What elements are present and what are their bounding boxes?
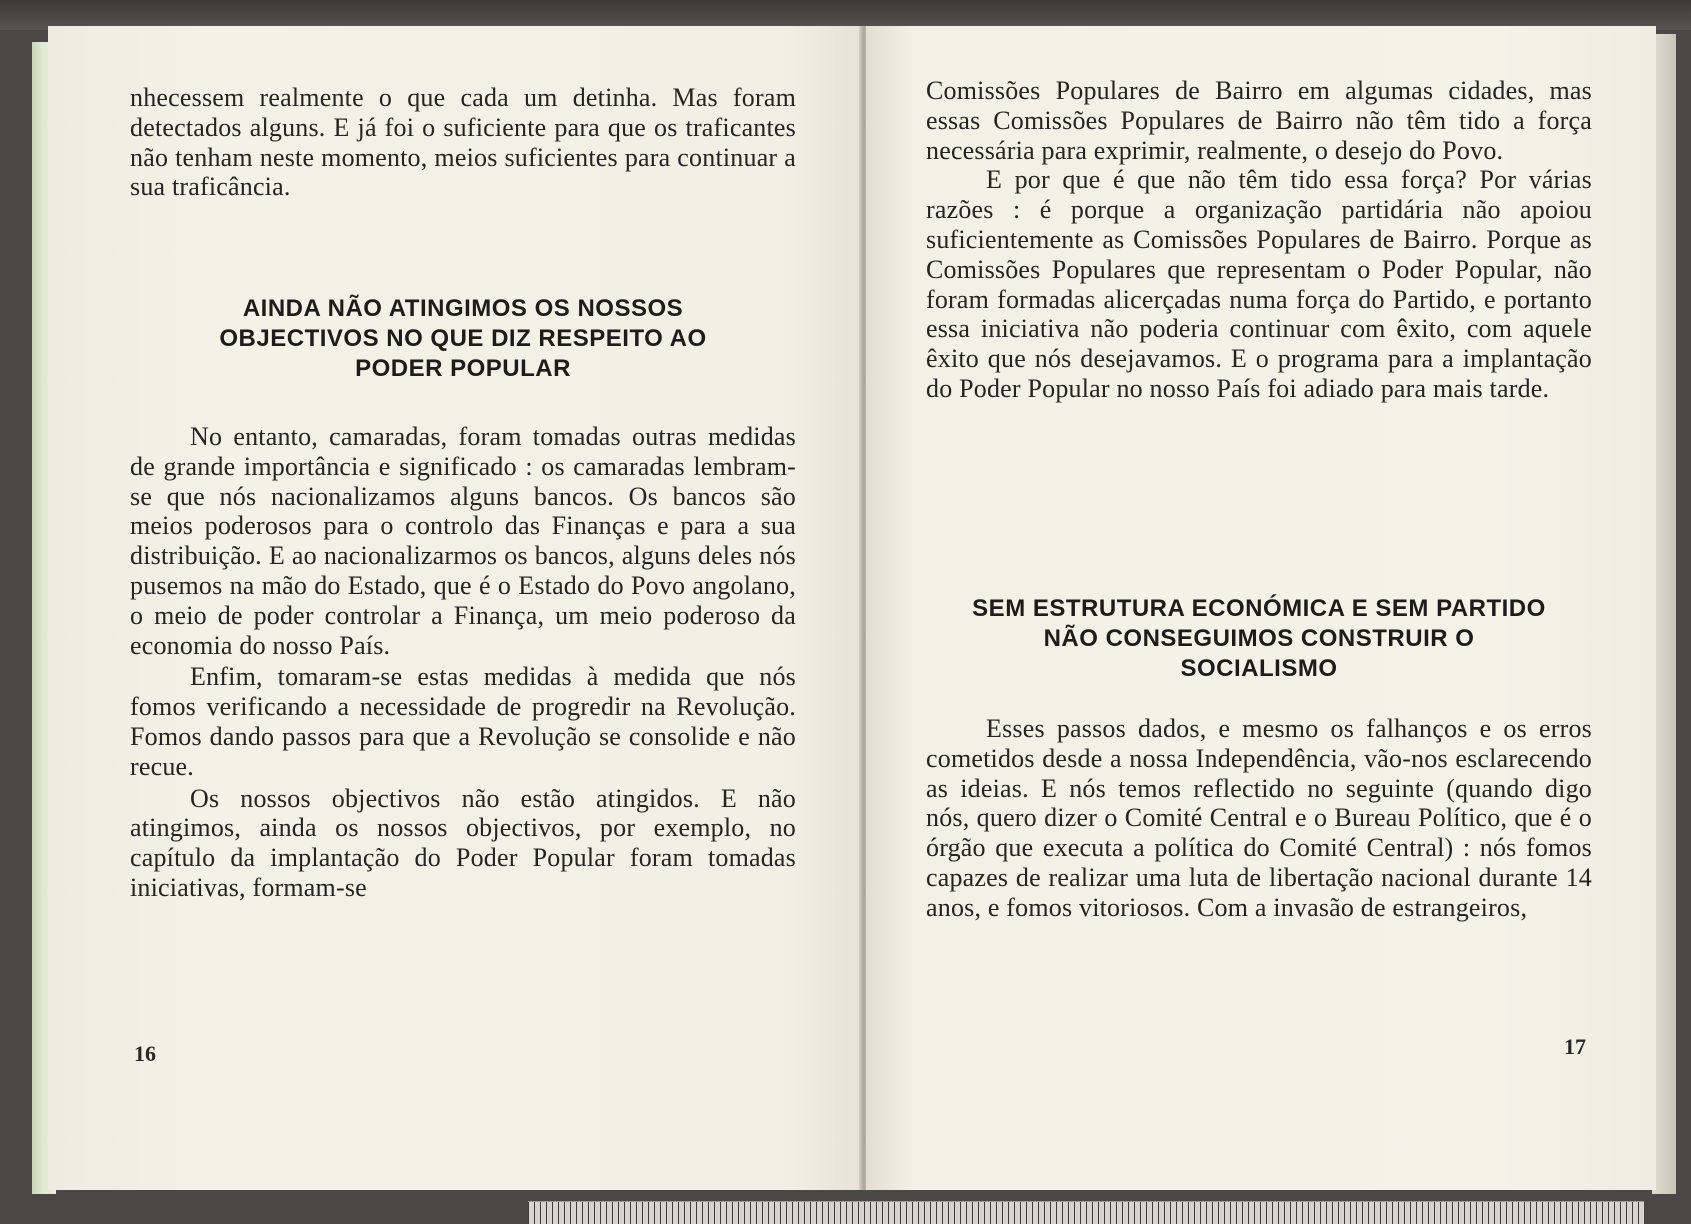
page-number-left: 16 <box>134 1041 156 1066</box>
right-paragraph-1: Comissões Populares de Bairro em algumas cidades, mas essas Comissões Populares de Bairro não têm tido a força necessária para exprimir, realmente, o desejo do Povo. <box>926 76 1592 165</box>
right-text-top <box>926 76 1592 404</box>
left-paragraph-3: Enfim, tomaram-se estas medidas à medida que nós fomos verificando a necessidade de progredir na Revolução. Fomos dando passos para que a Revolução se consolide e não recue. <box>130 662 796 781</box>
left-paragraph-4: Os nossos objectivos não estão atingidos. E não atingimos, ainda os nossos objectivos, por exemplo, no capítulo da implantação do Poder Popular foram tomadas iniciativas, formam-se <box>130 783 796 902</box>
left-section-heading <box>130 294 796 384</box>
left-page <box>48 26 864 1190</box>
page-number-right: 17 <box>1564 1034 1586 1059</box>
left-paragraph-1: nhecessem realmente o que cada um detinha. Mas foram detectados alguns. E já foi o suficiente para que os traficantes não tenham neste momento, meios suficientes para continuar a sua traficância. <box>130 83 796 202</box>
heading-line: SEM ESTRUTURA ECONÓMICA E SEM PARTIDO <box>972 595 1546 622</box>
heading-line: AINDA NÃO ATINGIMOS OS NOSSOS <box>242 295 684 322</box>
right-paragraph-2: E por que é que não têm tido essa força? Por várias razões : é porque a organização partidária não apoiou suficientemente as Comissões Populares de Bairro. Porque as Comissões Populares que representam o Poder Popular, não foram formadas alicerçadas numa força do Partido, e portanto essa iniciativa não poderia continuar com êxito, com aquele êxito que nós desejavamos. E o programa para a implantação do Poder Popular no nosso País foi adiado para mais tarde. <box>926 165 1592 403</box>
heading-line: OBJECTIVOS NO QUE DIZ RESPEITO AO <box>219 325 707 352</box>
left-text-top <box>130 83 796 202</box>
measuring-ruler <box>528 1201 1644 1224</box>
right-section-heading <box>914 594 1604 684</box>
left-text-body <box>130 422 796 903</box>
heading-line: PODER POPULAR <box>355 355 571 382</box>
heading-line: NÃO CONSEGUIMOS CONSTRUIR O <box>1043 625 1475 652</box>
left-paragraph-2: No entanto, camaradas, foram tomadas outras medidas de grande importância e significado : os camaradas lembram-se que nós nacionalizamos alguns bancos. Os bancos são meios poderosos para o controlo das Finanças e para a sua distribuição. E ao nacionalizarmos os bancos, alguns deles nós pusemos na mão do Estado, que é o Estado do Povo angolano, o meio de poder controlar a Finança, um meio poderoso da economia do nosso País. <box>130 422 796 660</box>
right-text-body <box>926 714 1592 923</box>
right-paragraph-3: Esses passos dados, e mesmo os falhanços e os erros cometidos desde a nossa Independência, vão-nos esclarecendo as ideias. E nós temos reflectido no seguinte (quando digo nós, quero dizer o Comité Central e o Bureau Político, que é o órgão que executa a política do Comité Central) : nós fomos capazes de realizar uma luta de libertação nacional durante 14 anos, e fomos vitoriosos. Com a invasão de estrangeiros, <box>926 714 1592 922</box>
heading-line: SOCIALISMO <box>1180 655 1338 682</box>
right-page <box>866 26 1656 1190</box>
